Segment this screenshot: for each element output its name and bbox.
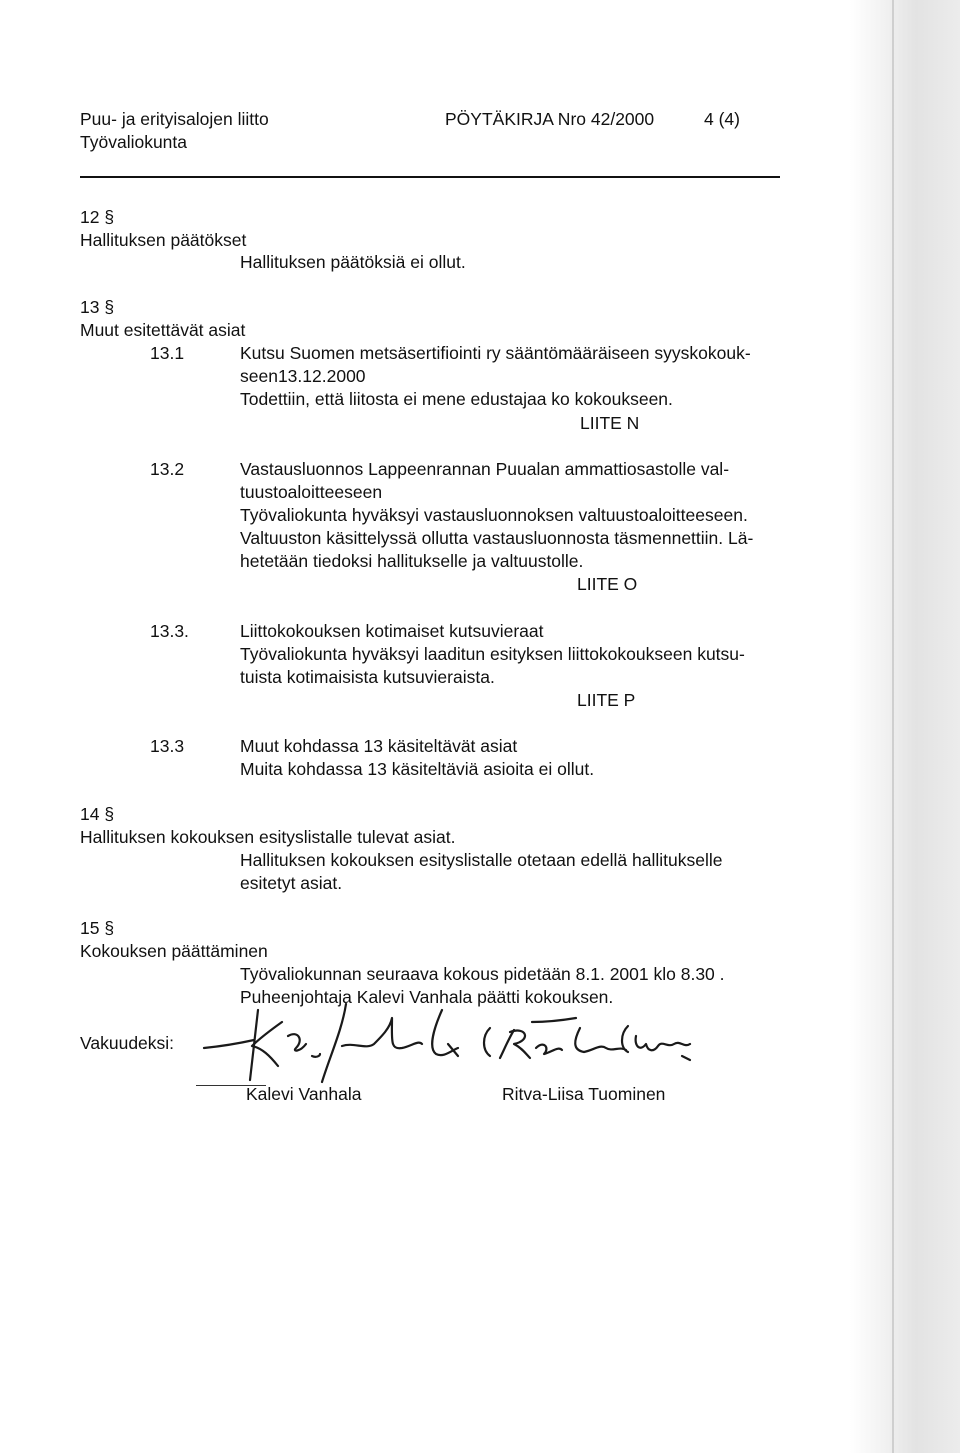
section-12-number: 12 § <box>80 207 115 227</box>
item-13-3b-line: Muita kohdassa 13 käsiteltäviä asioita ei ollut. <box>240 759 595 779</box>
section-14-line: Hallituksen kokouksen esityslistalle otetaan edellä hallitukselle <box>240 850 723 870</box>
scanned-page-edge <box>850 0 960 1453</box>
header-org: Puu- ja erityisalojen liitto <box>80 109 269 129</box>
header-org-sub: Työvaliokunta <box>80 132 188 152</box>
section-14-title: Hallituksen kokouksen esityslistalle tulevat asiat. <box>80 827 456 847</box>
page-number: 4 (4) <box>704 109 740 129</box>
item-13-2-line: Vastausluonnos Lappeenrannan Puualan ammattiosastolle val- <box>240 459 730 479</box>
signer-name-2: Ritva-Liisa Tuominen <box>502 1084 666 1104</box>
item-13-2-line: Työvaliokunta hyväksyi vastausluonnoksen valtuustoaloitteeseen. <box>240 505 748 525</box>
item-13-2-line: hetetään tiedoksi hallitukselle ja valtuustolle. <box>240 551 584 571</box>
item-13-2-line: Valtuuston käsittelyssä ollutta vastausluonnosta täsmennettiin. Lä- <box>240 528 754 548</box>
section-13-number: 13 § <box>80 297 115 317</box>
item-13-3a-line: Liittokokouksen kotimaiset kutsuvieraat <box>240 621 544 641</box>
item-13-1-line: Kutsu Suomen metsäsertifiointi ry sääntömääräiseen syyskokouk- <box>240 343 751 363</box>
signature-label: Vakuudeksi: <box>80 1033 175 1053</box>
document-title: PÖYTÄKIRJA Nro 42/2000 <box>445 109 655 129</box>
section-13-title: Muut esitettävät asiat <box>80 320 246 340</box>
item-13-3a-attachment: LIITE P <box>577 690 636 710</box>
item-13-1-line: Todettiin, että liitosta ei mene edustajaa ko kokoukseen. <box>240 389 673 409</box>
item-13-1-line: seen13.12.2000 <box>240 366 366 386</box>
item-13-1-attachment: LIITE N <box>580 413 640 433</box>
section-15-title: Kokouksen päättäminen <box>80 941 268 961</box>
section-15-line: Työvaliokunnan seuraava kokous pidetään 8.1. 2001 klo 8.30 . <box>240 964 725 984</box>
item-13-3a-line: Työvaliokunta hyväksyi laaditun esityksen liittokokoukseen kutsu- <box>240 644 745 664</box>
section-12-body: Hallituksen päätöksiä ei ollut. <box>240 252 466 272</box>
section-14-number: 14 § <box>80 804 115 824</box>
item-13-3b-line: Muut kohdassa 13 käsiteltävät asiat <box>240 736 518 756</box>
section-15-number: 15 § <box>80 918 115 938</box>
section-15-line: Puheenjohtaja Kalevi Vanhala päätti kokouksen. <box>240 987 614 1007</box>
item-13-3a-number: 13.3. <box>150 621 189 641</box>
section-14-line: esitetyt asiat. <box>240 873 343 893</box>
item-13-2-attachment: LIITE O <box>577 574 638 594</box>
section-12-title: Hallituksen päätökset <box>80 230 247 250</box>
item-13-3b-number: 13.3 <box>150 736 185 756</box>
item-13-3a-line: tuista kotimaisista kutsuvieraista. <box>240 667 495 687</box>
item-13-2-number: 13.2 <box>150 459 185 479</box>
item-13-1-number: 13.1 <box>150 343 185 363</box>
item-13-2-line: tuustoaloitteeseen <box>240 482 383 502</box>
signer-name-1: Kalevi Vanhala <box>246 1084 362 1104</box>
header-divider <box>80 176 780 178</box>
